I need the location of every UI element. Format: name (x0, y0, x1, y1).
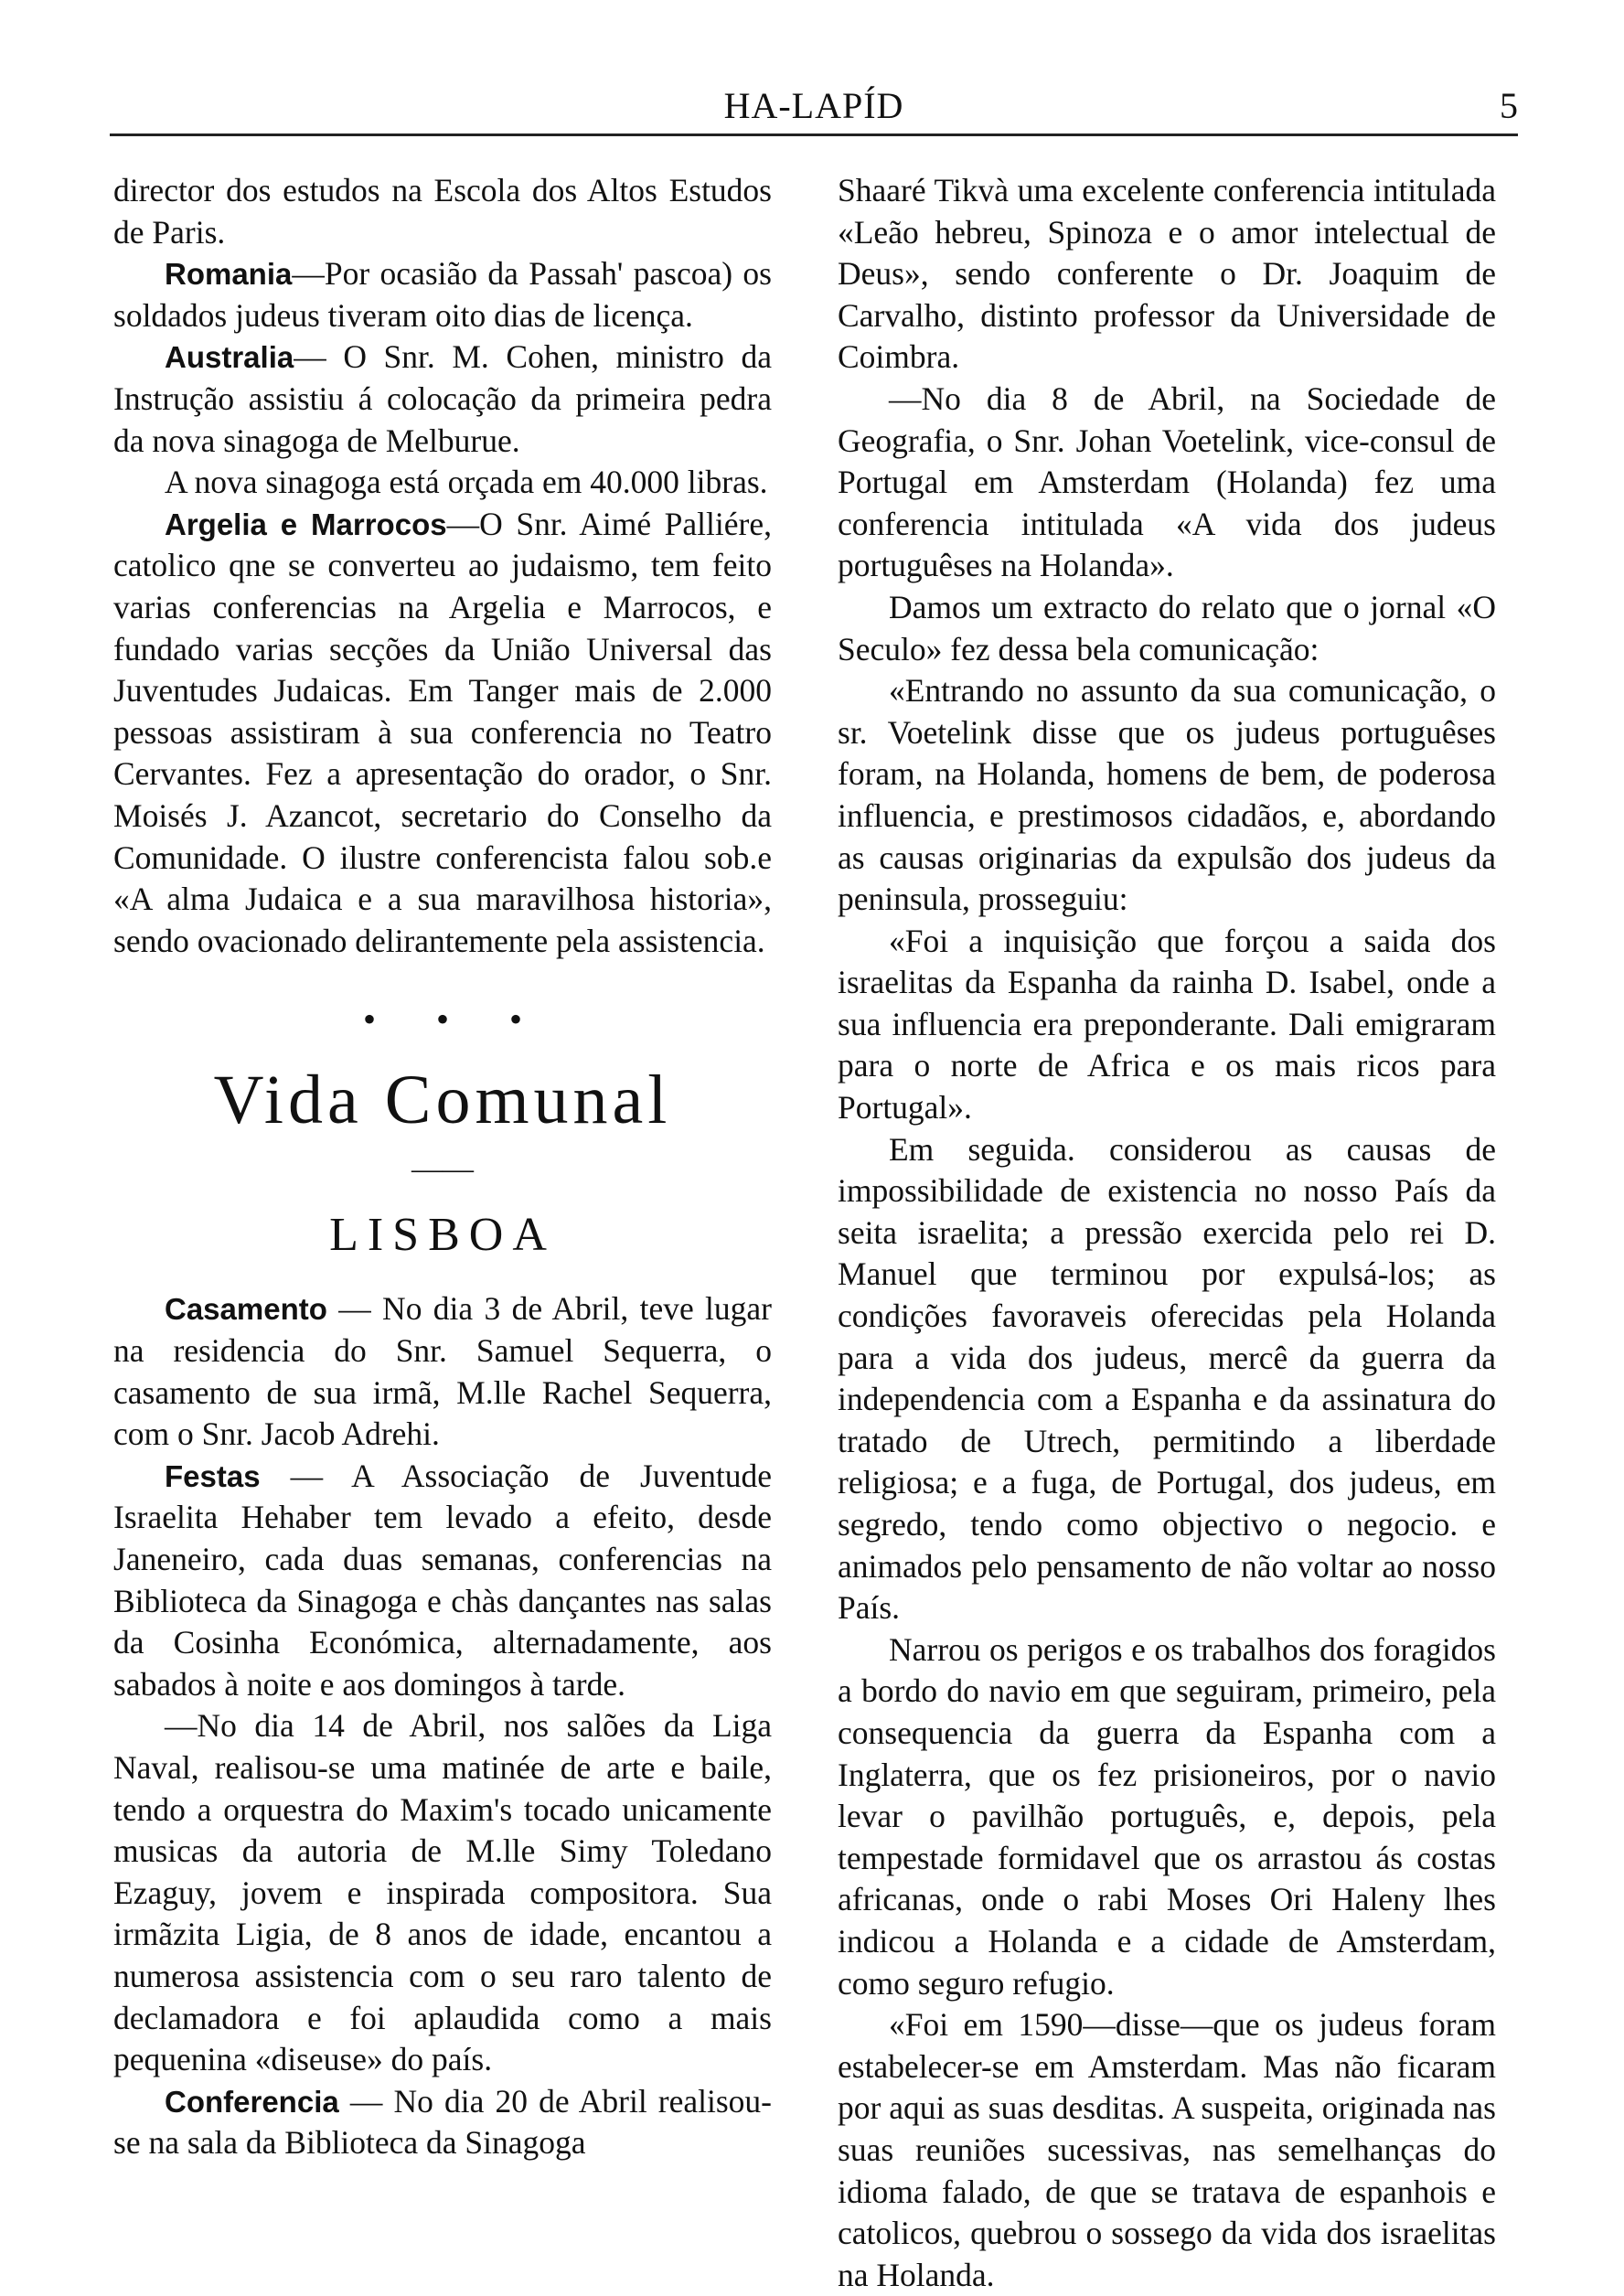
romania-label: Romania (165, 257, 293, 292)
paragraph-voetelink: «Entrando no assunto da sua comunicação, o sr. Voetelink disse que os judeus portuguêses foram, na Holanda, homens de bem, de poderosa influencia, e prestimosos cidadãos, e, abordando as causas originarias da expulsão dos judeus da peninsula, prosseguiu: (838, 672, 1496, 918)
casamento-label: Casamento (165, 1292, 327, 1327)
paragraph-causas: Em seguida. considerou as causas de impossibilidade de existencia no nosso País da seita israelita; a pressão exercida pelo rei D. Manuel que terminou por expulsá-los; as condições favoraveis oferecidas pela Holanda para a vida dos judeus, mercê da guerra da independencia com a Espanha e da assinatura do tratado de Utrech, permitindo a liberdade religiosa; e a fuga, de Portugal, dos judeus, em segredo, tendo como objectivo o negocio. e animados pelo pensamento de não voltar ao nosso País. (838, 1130, 1496, 1627)
city-heading: LISBOA (329, 1209, 556, 1262)
argelia-text: —O Snr. Aimé Palliére, catolico qne se converteu ao judaismo, tem feito varias conferencias na Argelia e Marrocos, e fundado varias secções da União Universal das Juventudes Judaicas. Em Tanger mais de 2.000 pessoas assistiram à sua conferencia no Teatro Cervantes. Fez a apresentação do orador, o Snr. Moisés J. Azancot, secretario do Conselho da Comunidade. O ilustre conferencista falou sob.e «A alma Judaica e a sua maravilhosa historia», sendo ovacionado delirantemente pela assistencia. (113, 505, 772, 959)
title-dash: —— (411, 1151, 474, 1186)
paragraph-director: director dos estudos na Escola dos Altos Estudos de Paris. (113, 172, 772, 251)
paragraph-geografia: —No dia 8 de Abril, na Sociedade de Geografia, o Snr. Johan Voetelink, vice-consul de Portugal em Amsterdam (Holanda) fez uma conferencia intitulada «A vida dos judeus portuguêses na Holanda». (838, 379, 1496, 584)
paragraph-shaare-tikva: Shaaré Tikvà uma excelente conferencia intitulada «Leão hebreu, Spinoza e o amor intelectual de Deus», sendo conferente o Dr. Joaquim de Carvalho, distinto professor da Universidade de Coimbra. (838, 172, 1496, 376)
running-header (110, 80, 1518, 135)
conferencia-text: — No dia 20 de Abril realisou-se na sala da Biblioteca da Sinagoga (113, 2082, 772, 2162)
page-number: 5 (1500, 85, 1518, 126)
paragraph-perigos: Narrou os perigos e os trabalhos dos foragidos a bordo do navio em que seguiram, primeiro, pela consequencia da guerra da Espanha com a Inglaterra, que os fez prisioneiros, por o navio levar o pavilhão português, e, depois, pela tempestade formidavel que os arrastou ás costas africanas, onde o rabi Moses Ori Haleny lhes indicou a Holanda e a cidade de Amsterdam, como seguro refugio. (838, 1630, 1496, 2002)
romania-text: —Por ocasião da Passah' pascoa) os soldados judeus tiveram oito dias de licença. (113, 255, 772, 334)
left-column (113, 170, 772, 2164)
australia-text: — O Snr. M. Cohen, ministro da Instrução assistiu á colocação da primeira pedra da nova sinagoga de Melburue. (113, 338, 772, 459)
argelia-label: Argelia e Marrocos (165, 507, 447, 541)
paragraph-conferencia (113, 2081, 772, 2164)
paragraph-festas (113, 1456, 772, 1706)
festas-text: — A Associação de Juventude Israelita Hehaber tem levado a efeito, desde Janeneiro, cada duas semanas, conferencias na Biblioteca da Sinagoga e chàs dançantes nas salas da Cosinha Económica, alternadamente, aos sabados à noite e aos domingos à tarde. (113, 1457, 772, 1703)
paragraph-sinagoga: A nova sinagoga está orçada em 40.000 libras. (165, 464, 768, 501)
paragraph-romania (113, 253, 772, 336)
journal-title: HA-LAPÍD (723, 85, 904, 126)
australia-label: Australia (165, 340, 294, 375)
section-separator-bullets: • • • (362, 998, 548, 1041)
paragraph-extracto: Damos um extracto do relato que o jornal «O Seculo» fez dessa bela comunicação: (838, 588, 1496, 667)
conferencia-label: Conferencia (165, 2084, 339, 2119)
header-rule (110, 133, 1518, 136)
paragraph-amsterdam: «Foi em 1590—disse—que os judeus foram estabelecer-se em Amsterdam. Mas não ficaram por aqui as suas desditas. A suspeita, originada nas suas reuniões sucessivas, nas semelhanças do idioma falado, de que se tratava de espanhois e catolicos, quebrou o sossego da vida dos israelitas na Holanda. (838, 2006, 1496, 2293)
casamento-text: — No dia 3 de Abril, teve lugar na residencia do Snr. Samuel Sequerra, o casamento de sua irmã, M.lle Rachel Sequerra, com o Snr. Jacob Adrehi. (113, 1290, 772, 1453)
right-column (838, 170, 1496, 2296)
paragraph-argelia (113, 504, 772, 963)
festas-label: Festas (165, 1458, 261, 1493)
paragraph-inquisicao: «Foi a inquisição que forçou a saida dos israelitas da Espanha da rainha D. Isabel, onde a sua influencia era preponderante. Dali emigraram para o norte de Africa e os mais ricos para Portugal». (838, 922, 1496, 1127)
paragraph-australia (113, 336, 772, 462)
paragraph-casamento (113, 1288, 772, 1455)
paragraph-liga-naval: —No dia 14 de Abril, nos salões da Liga Naval, realisou-se uma matinée de arte e baile, tendo a orquestra do Maxim's tocado unicamente musicas da autoria de M.lle Simy Toledano Ezaguy, jovem e inspirada compositora. Sua irmãzita Ligia, de 8 anos de idade, encantou a numerosa assistencia com o seu raro talento de declamadora e foi aplaudida como a mais pequenina «diseuse» do país. (113, 1707, 772, 2078)
section-title: Vida Comunal (213, 1061, 672, 1138)
